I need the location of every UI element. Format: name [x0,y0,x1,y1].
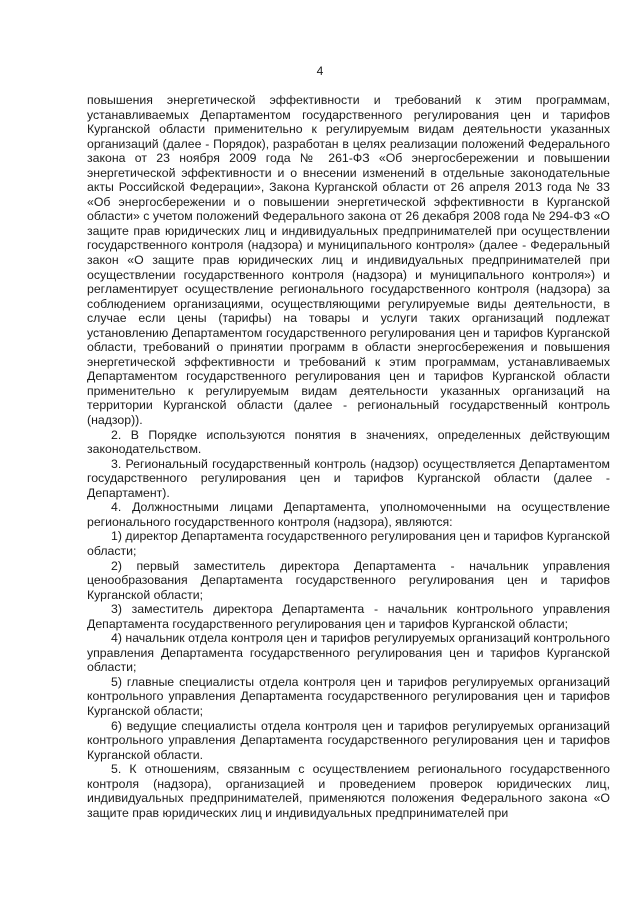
page-number: 4 [316,64,324,78]
body-text [87,93,610,820]
list-item-5: 5) главные специалисты отдела контроля цен и тарифов регулируемых организаций контрольного управления Департамента государственного регулирования цен и тарифов Курганской области; [87,674,610,718]
list-item-4: 4) начальник отдела контроля цен и тарифов регулируемых организаций контрольного управления Департамента государственного регулирования цен и тарифов Курганской области; [87,631,610,675]
paragraph-4: 4. Должностными лицами Департамента, уполномоченными на осуществление регионального государственного контроля (надзора), являются: [87,500,610,529]
list-item-6: 6) ведущие специалисты отдела контроля цен и тарифов регулируемых организаций контрольного управления Департамента государственного регулирования цен и тарифов Курганской области. [87,718,610,762]
paragraph-3: 3. Региональный государственный контроль (надзор) осуществляется Департаментом государственного регулирования цен и тарифов Курганской области (далее - Департамент). [87,456,610,500]
paragraph-2: 2. В Порядке используются понятия в значениях, определенных действующим законодательством. [87,427,610,457]
list-item-1: 1) директор Департамента государственного регулирования цен и тарифов Курганской области; [87,529,610,558]
list-item-3: 3) заместитель директора Департамента - начальник контрольного управления Департамента государственного регулирования цен и тарифов Курганской области; [87,602,610,631]
paragraph-1-continuation: повышения энергетической эффективности и требований к этим программам, устанавливаемых Департаментом государственного регулирования цен и тарифов Курганской области применительно к регулируемым видам деятельности указанных организаций (далее - Порядок), разработан в целях реализации положений Федерального закона от 23 ноября 2009 года № 261-ФЗ «Об энергосбережении и повышении энергетической эффективности и о внесении изменений в отдельные законодательные акты Российской Федерации», Закона Курганской области от 26 апреля 2013 года № 33 «Об энергосбережении и о повышении энергетической эффективности в Курганской области» с учетом положений Федерального закона от 26 декабря 2008 года № 294-ФЗ «О защите прав юридических лиц и индивидуальных предпринимателей при осуществлении государственного контроля (надзора) и муниципального контроля» (далее - Федеральный закон «О защите прав юридических лиц и индивидуальных предпринимателей при осуществлении государственного контроля (надзора) и муниципального контроля») и регламентирует осуществление регионального государственного контроля (надзора) за соблюдением организациями, осуществляющими регулируемые виды деятельности, в случае если цены (тарифы) на товары и услуги таких организаций подлежат установлению Департаментом государственного регулирования цен и тарифов Курганской области, требований о принятии программ в области энергосбережения и повышения энергетической эффективности и требований к этим программам, устанавливаемых Департаментом государственного регулирования цен и тарифов Курганской области применительно к регулируемым видам деятельности указанных организаций на территории Курганской области (далее - региональный государственный контроль (надзор)). [87,93,610,428]
paragraph-5: 5. К отношениям, связанным с осуществлением регионального государственного контроля (надзора), организацией и проведением проверок юридических лиц, индивидуальных предпринимателей, применяются положения Федерального закона «О защите прав юридических лиц и индивидуальных предпринимателей при [87,762,610,820]
list-item-2: 2) первый заместитель директора Департамента - начальник управления ценообразования Департамента государственного регулирования цен и тарифов Курганской области; [87,558,610,602]
